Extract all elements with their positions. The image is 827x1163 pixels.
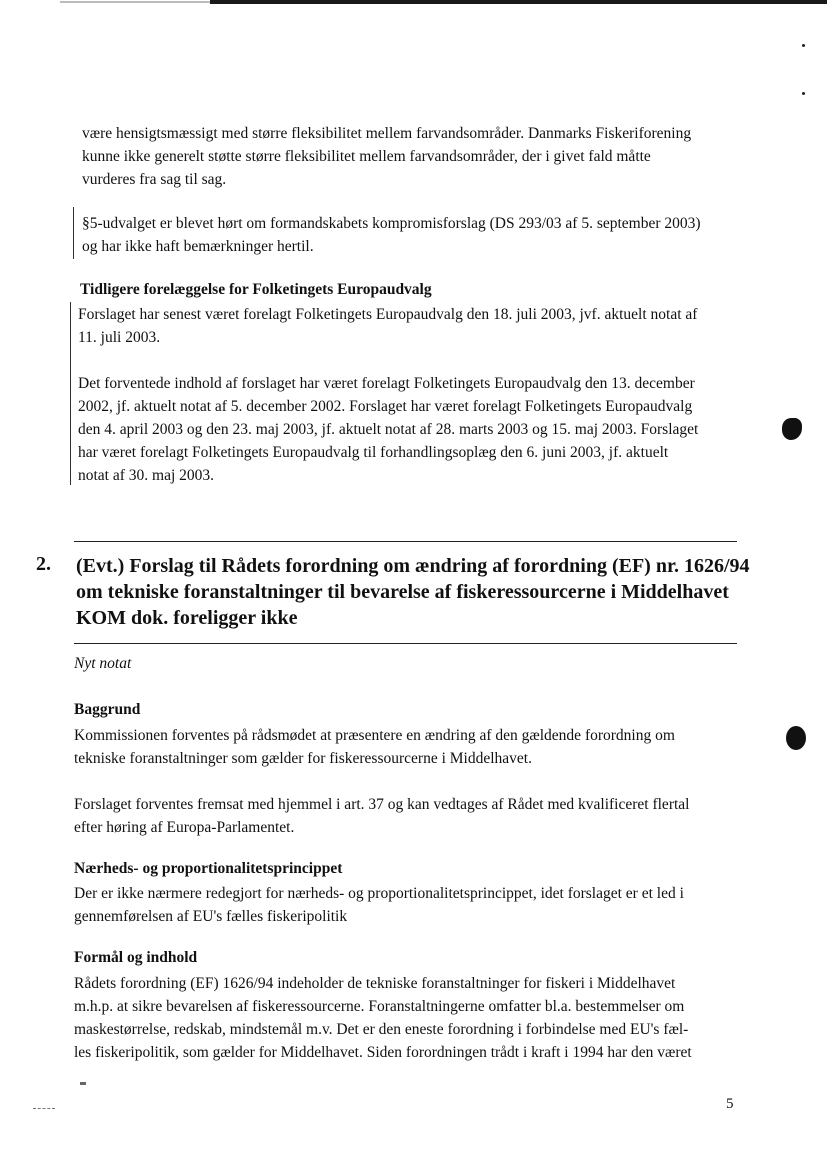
section-title	[76, 553, 750, 631]
text-line: 11. juli 2003.	[78, 329, 161, 346]
text-line: og har ikke haft bemærkninger hertil.	[82, 238, 314, 255]
heading-baggrund: Baggrund	[74, 701, 141, 718]
scan-artifact-top-faint	[60, 1, 210, 3]
scan-speck	[80, 1082, 86, 1085]
punch-hole-blot	[786, 726, 806, 750]
paragraph-naerheds	[74, 882, 684, 928]
change-bar	[73, 207, 74, 259]
paragraph-5-udvalget	[82, 212, 701, 258]
section-title-line: (Evt.) Forslag til Rådets forordning om ændring af forordning (EF) nr. 1626/94	[76, 555, 750, 577]
text-line: tekniske foranstaltninger som gælder for fiskeressourcerne i Middelhavet.	[74, 750, 532, 767]
text-line: Det forventede indhold af forslaget har været forelagt Folketingets Europaudvalg den 13. december	[78, 375, 695, 392]
heading-formaal: Formål og indhold	[74, 949, 198, 966]
paragraph-senest-forelagt	[78, 303, 697, 349]
section-rule-bottom	[74, 643, 737, 644]
section-rule-top	[74, 541, 737, 542]
text-line: §5-udvalget er blevet hørt om formandskabets kompromisforslag (DS 293/03 af 5. september 2003)	[82, 215, 701, 232]
text-line: m.h.p. at sikre bevarelsen af fiskeressourcerne. Foranstaltningerne omfatter bl.a. bestemmelser om	[74, 998, 685, 1015]
text-line: Forslaget forventes fremsat med hjemmel i art. 37 og kan vedtages af Rådet med kvalificeret flertal	[74, 796, 690, 813]
paragraph-forventede-indhold	[78, 372, 698, 487]
change-bar	[70, 302, 71, 485]
punch-hole-blot	[782, 418, 802, 440]
paragraph-baggrund	[74, 724, 675, 770]
scan-speck	[802, 92, 805, 95]
text-line: gennemførelsen af EU's fælles fiskeripolitik	[74, 908, 348, 925]
text-line: efter høring af Europa-Parlamentet.	[74, 819, 295, 836]
text-line: Kommissionen forventes på rådsmødet at præsentere en ændring af den gældende forordning om	[74, 727, 675, 744]
text-line: kunne ikke generelt støtte større fleksibilitet mellem farvandsområder, der i givet fald måtte	[82, 148, 651, 165]
text-line: Forslaget har senest været forelagt Folketingets Europaudvalg den 18. juli 2003, jvf. aktuelt notat af	[78, 306, 698, 323]
paragraph-hjemmel	[74, 793, 689, 839]
scan-speck	[802, 44, 805, 47]
text-line: 2002, jf. aktuelt notat af 5. december 2002. Forslaget har været forelagt Folketingets Europaudvalg	[78, 398, 693, 415]
scan-artifact-top-bar	[210, 0, 827, 4]
section-note: Nyt notat	[74, 655, 132, 672]
text-line: Der er ikke nærmere redegjort for nærheds- og proportionalitetsprincippet, idet forslaget er et led i	[74, 885, 684, 902]
text-line: les fiskeripolitik, som gælder for Middelhavet. Siden forordningen trådt i kraft i 1994 har den været	[74, 1044, 692, 1061]
text-line: være hensigtsmæssigt med større fleksibilitet mellem farvandsområder. Danmarks Fiskeriforening	[82, 125, 692, 142]
text-line: maskestørrelse, redskab, mindstemål m.v. Det er den eneste forordning i forbindelse med EU's fæl-	[74, 1021, 689, 1038]
section-title-line: KOM dok. foreligger ikke	[76, 607, 298, 629]
text-line: den 4. april 2003 og den 23. maj 2003, jf. aktuelt notat af 28. marts 2003 og 15. maj 2003. Forslaget	[78, 421, 699, 438]
text-line: Rådets forordning (EF) 1626/94 indeholder de tekniske foranstaltninger for fiskeri i Middelhavet	[74, 975, 676, 992]
section-title-line: om tekniske foranstaltninger til bevarelse af fiskeressourcerne i Middelhavet	[76, 581, 729, 603]
heading-naerheds: Nærheds- og proportionalitetsprincippet	[74, 860, 343, 877]
text-line: notat af 30. maj 2003.	[78, 467, 215, 484]
text-line: vurderes fra sag til sag.	[82, 171, 227, 188]
paragraph-fleksibilitet	[82, 122, 691, 191]
paragraph-formaal	[74, 972, 692, 1064]
text-line: har været forelagt Folketingets Europaudvalg til forhandlingsoplæg den 6. juni 2003, jf. aktuelt	[78, 444, 669, 461]
page-number: 5	[726, 1096, 734, 1112]
section-number: 2.	[36, 553, 51, 575]
heading-tidligere-forelaeggelse: Tidligere forelæggelse for Folketingets Europaudvalg	[80, 281, 432, 298]
scan-artifact-dash	[33, 1108, 55, 1110]
